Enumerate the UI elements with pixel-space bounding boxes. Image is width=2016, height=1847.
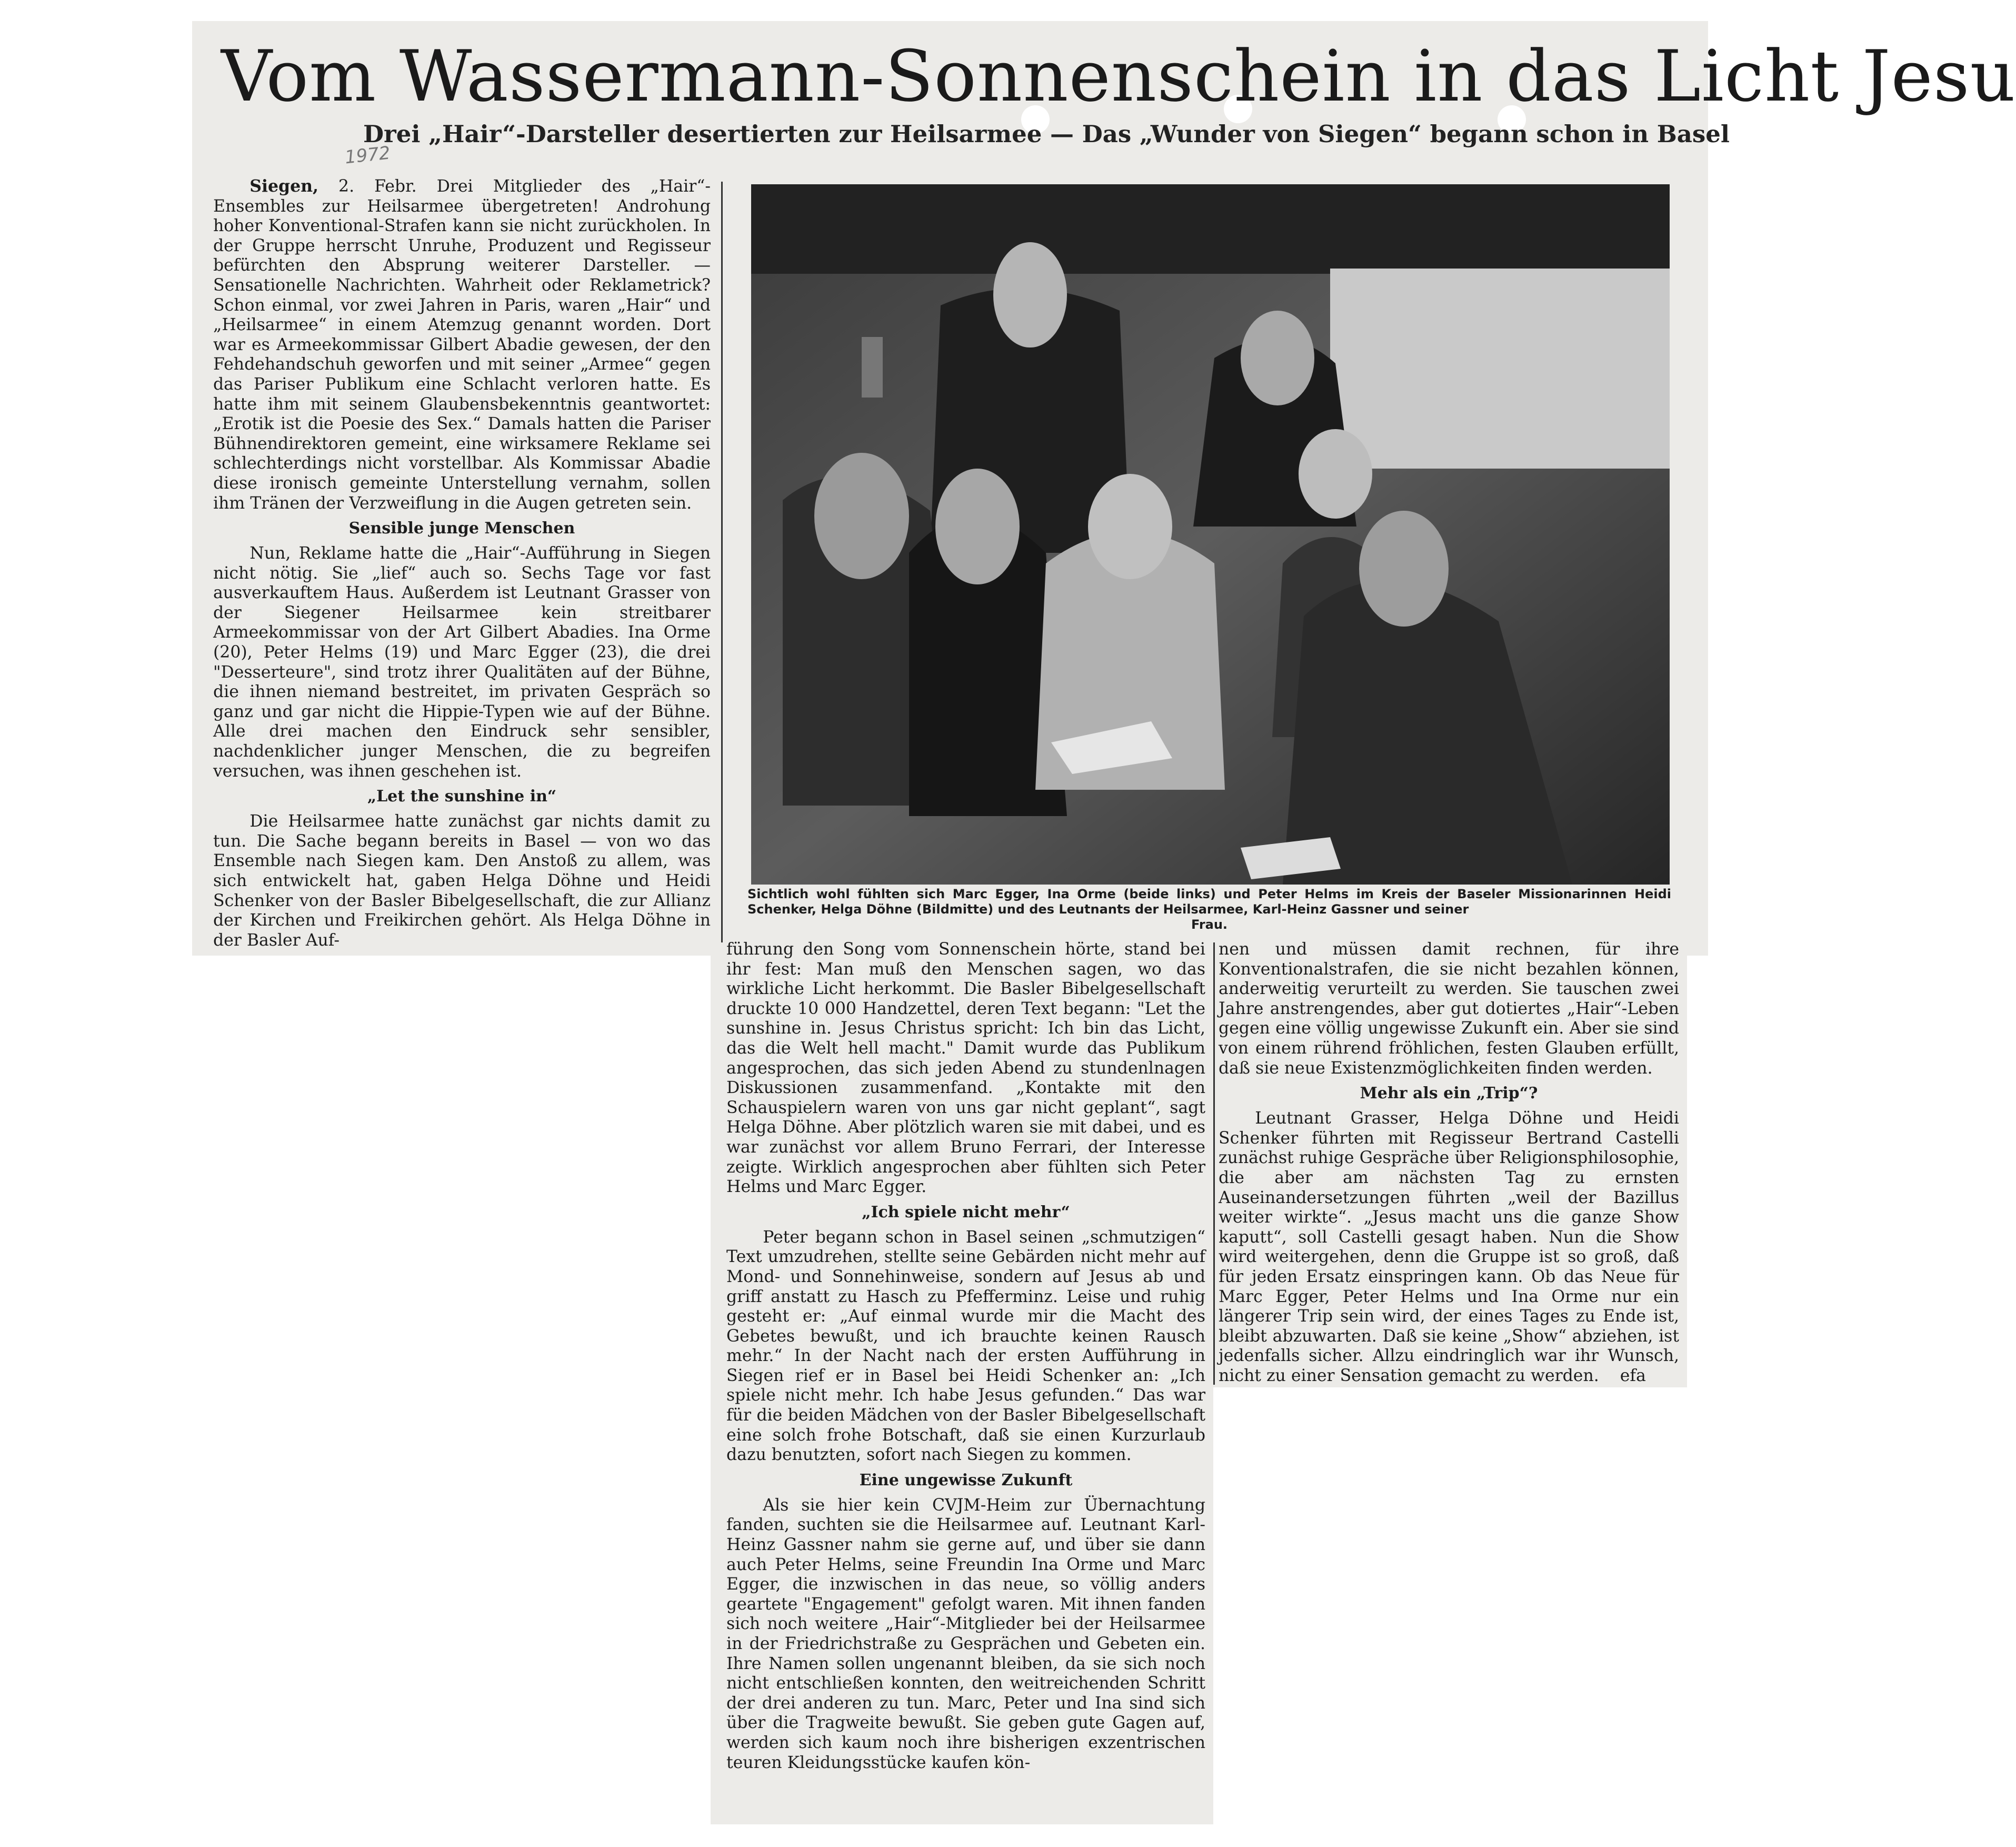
article-paragraph: Als sie hier kein CVJM-Heim zur Übernachtung fanden, suchten sie die Heilsarmee auf. Leutnant Karl-Heinz Gassner nahm sie gerne auf, und über sie dann auch Peter Helms, seine Freundin Ina Orme und Marc Egger, die inzwischen in das neue, so völlig anders geartete "Engagement" gefolgt waren. Mit ihnen fanden sich noch weitere „Hair“-Mitglieder bei der Heilsarmee in der Friedrichstraße zu Gesprächen und Gebeten ein. Ihre Namen sollen ungenannt bleiben, da sie sich noch nicht entschließen konnten, den weitreichenden Schritt der drei anderen zu tun. Marc, Peter und Ina sind sich über die Tragweite bewußt. Sie geben gute Gagen auf, werden sich kaum noch ihre bisherigen exzentrischen teuren Kleidungsstücke kaufen kön- <box>726 1495 1205 1772</box>
column-divider <box>1213 942 1215 1385</box>
article-paragraph: nen und müssen damit rechnen, für ihre Konventionalstrafen, die sie nicht bezahlen können, anderweitig verurteilt zu werden. Sie tauschen zwei Jahre anstrengendes, aber gut dotiertes „Hair“-Leben gegen eine völlig ungewisse Zukunft ein. Aber sie sind von einem rührend fröhlichen, festen Glauben erfüllt, daß sie neue Existenzmöglichkeiten finden werden. <box>1219 940 1679 1078</box>
section-heading: Eine ungewisse Zukunft <box>859 1471 1073 1489</box>
article-paragraph: Nun, Reklame hatte die „Hair“-Aufführung in Siegen nicht nötig. Sie „lief“ auch so. Sechs Tage vor fast ausverkauftem Haus. Außerdem ist Leutnant Grasser von der Siegener Heilsarmee kein streitbarer Armeekommissar von der Art Gilbert Abadies. Ina Orme (20), Peter Helms (19) und Marc Egger (23), die drei "Desserteure", sind trotz ihrer Qualitäten auf der Bühne, die ihnen niemand bestreitet, im privaten Gespräch so ganz und gar nicht die Hippie-Typen wie auf der Bühne. Alle drei machen den Eindruck sehr sensibler, nachdenklicher junger Menschen, die zu begreifen versuchen, was ihnen geschehen ist. <box>213 544 711 781</box>
article-paragraph: Peter begann schon in Basel seinen „schmutzigen“ Text umzudrehen, stellte seine Gebärden nicht mehr auf Mond- und Sonnehinweise, sondern auf Jesus ab und griff anstatt zu Hasch zu Pfefferminz. Leise und ruhig gesteht er: „Auf einmal wurde mir die Macht des Gebetes bewußt, und ich brauchte keinen Rausch mehr.“ In der Nacht nach der ersten Aufführung in Siegen rief er in Basel bei Heidi Schenker an: „Ich spiele nicht mehr. Ich habe Jesus gefunden.“ Das war für die beiden Mädchen von der Basler Bibelgesellschaft eine solch frohe Botschaft, daß sie einen Kurzurlaub dazu benutzten, sofort nach Siegen zu kommen. <box>726 1227 1205 1465</box>
article-column-1 <box>213 176 711 950</box>
photo-caption <box>747 887 1671 932</box>
article-column-3 <box>1219 940 1679 1386</box>
article-column-2 <box>726 940 1205 1773</box>
author-signature: efa <box>1620 1366 1646 1385</box>
handwritten-year: 1972 <box>344 142 392 168</box>
paragraph-text: Leutnant Grasser, Helga Döhne und Heidi Schenker führten mit Regisseur Bertrand Castelli zunächst ruhige Gespräche über Religionsphilosophie, die aber am nächsten Tag zu ernsten Auseinandersetzungen führten „weil der Bazillus weiter wirkte“. „Jesus macht uns die ganze Show kaputt“, soll Castelli gesagt haben. Nun die Show wird weitergehen, denn die Gruppe ist so groß, daß für jeden Ersatz einspringen kann. Ob das Neue für Marc Egger, Peter Helms und Ina Orme nur ein längerer Trip sein wird, der eines Tages zu Ende ist, bleibt abzuwarten. Daß sie keine „Show“ abziehen, ist jedenfalls sicher. Allzu eindringlich war ihr Wunsch, nicht zu einer Sensation gemacht zu werden. <box>1219 1109 1679 1385</box>
caption-end: Frau. <box>1191 917 1228 932</box>
article-paragraph: führung den Song vom Sonnenschein hörte, stand bei ihr fest: Man muß den Menschen sagen, wo das wirkliche Licht herkommt. Die Basler Bibelgesellschaft druckte 10 000 Handzettel, deren Text begann: "Let the sunshine in. Jesus Christus spricht: Ich bin das Licht, das die Welt hell macht." Damit wurde das Publikum angesprochen, das sich jeden Abend zu stundenlnagen Diskussionen zusammenfand. „Kontakte mit den Schauspielern waren von uns gar nicht geplant“, sagt Helga Döhne. Aber plötzlich waren sie mit dabei, und es war zunächst vor allem Bruno Ferrari, der Interesse zeigte. Wirklich angesprochen aber fühlten sich Peter Helms und Marc Egger. <box>726 940 1205 1197</box>
section-heading: „Let the sunshine in“ <box>367 787 557 806</box>
section-heading: Sensible junge Menschen <box>348 519 575 538</box>
dateline: Siegen, <box>249 176 318 196</box>
headline: Vom Wassermann-Sonnenschein in das Licht Jesu <box>221 35 2016 117</box>
section-heading: „Ich spiele nicht mehr“ <box>862 1203 1070 1222</box>
article-paragraph <box>213 176 711 513</box>
article-paragraph <box>1219 1109 1679 1386</box>
column-divider <box>721 182 723 942</box>
paragraph-text: 2. Febr. Drei Mitglieder des „Hair“-Ensembles zur Heilsarmee übergetreten! Androhung hoher Konventional-Strafen kann sie nicht zurückholen. In der Gruppe herrscht Unruhe, Produzent und Regisseur befürchten den Absprung weiterer Darsteller. — Sensationelle Nachrichten. Wahrheit oder Reklametrick? Schon einmal, vor zwei Jahren in Paris, waren „Hair“ und „Heilsarmee“ in einem Atemzug genannt worden. Dort war es Armeekommissar Gilbert Abadie gewesen, der den Fehdehandschuh geworfen und mit seiner „Armee“ gegen das Pariser Publikum eine Schlacht verloren hatte. Es hatte ihm mit seinem Glaubensbekenntnis geantwortet: „Erotik ist die Poesie des Sex.“ Damals hatten die Pariser Bühnendirektoren gemeint, eine wirksamere Reklame sei schlechterdings nicht vorstellbar. Als Kommissar Abadie diese ironisch gemeinte Unterstellung vernahm, sollen ihm Tränen der Verzweiflung in die Augen getreten sein. <box>213 177 711 513</box>
section-heading: Mehr als ein „Trip“? <box>1360 1084 1538 1103</box>
caption-text: Sichtlich wohl fühlten sich Marc Egger, Ina Orme (beide links) und Peter Helms im Kreis der Baseler Missionarinnen Heidi Schenker, Helga Döhne (Bildmitte) und des Leutnants der Heilsarmee, Karl-Heinz Gassner und seiner <box>747 887 1671 917</box>
article-paragraph: Die Heilsarmee hatte zunächst gar nichts damit zu tun. Die Sache begann bereits in Basel — von wo das Ensemble nach Siegen kam. Den Anstoß zu allem, was sich entwickelt hat, gaben Helga Döhne und Heidi Schenker von der Basler Bibelgesellschaft, die zur Allianz der Kirchen und Freikirchen gehört. Als Helga Döhne in der Basler Auf- <box>213 812 711 950</box>
subheadline: Drei „Hair“-Darsteller desertierten zur Heilsarmee — Das „Wunder von Siegen“ begann schon in Basel <box>363 120 1730 148</box>
article-photo <box>751 184 1670 885</box>
